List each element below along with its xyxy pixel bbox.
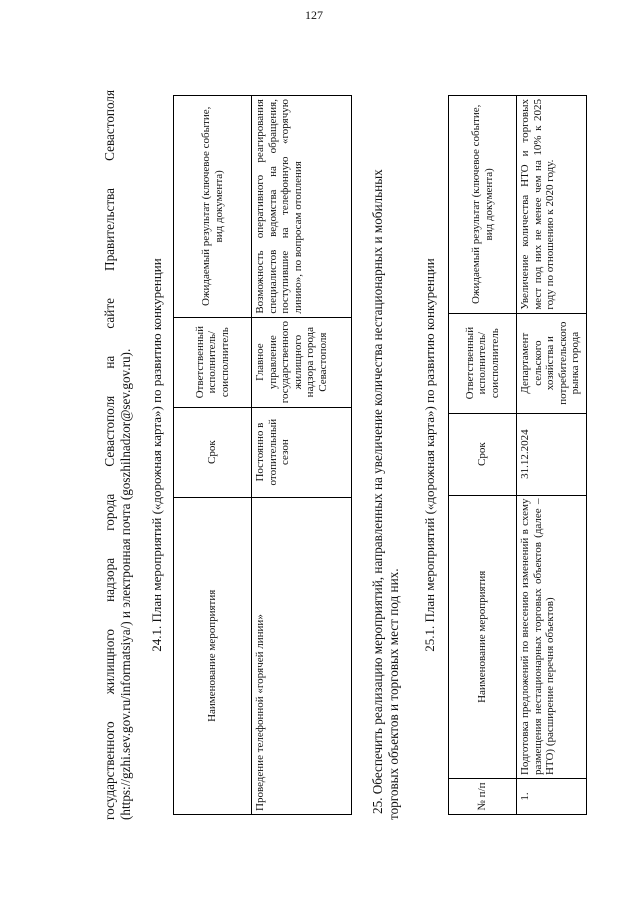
intro-line-2: (https://gzhi.sev.gov.ru/informatsiya/) и электронная почта (goszhilnadzor@sev.gov.ru). [118, 348, 133, 820]
section-25-line-1: 25. Обеспечить реализацию мероприятий, направленных на увеличение количества нестационарных и мобильных [370, 169, 385, 814]
table-25-header: Срок [449, 413, 517, 495]
table-cell: Постоянно в отопительный сезон [252, 407, 352, 497]
table-row [517, 96, 587, 815]
section-25-line-2: торговых объектов и торговых мест под них. [386, 568, 401, 820]
table-24-header: Срок [174, 407, 252, 497]
table-cell: Возможность оперативного реагирования специалистов ведомства на обращения, поступившие на телефонную «горячую линию», по вопросам отопления [252, 96, 352, 318]
table-cell: Увеличение количества НТО и торговых мест под них не менее чем на 10% к 2025 году по отношению к 2020 году. [517, 96, 587, 314]
table-cell: Департамент сельского хозяйства и потребительского рынка города [517, 313, 587, 413]
table-25-caption: 25.1. План мероприятий («дорожная карта») по развитию конкуренции [422, 258, 437, 652]
table-24-header: Наименование мероприятия [174, 497, 252, 814]
table-cell: Главное управление государственного жилищного надзора города Севастополя [252, 317, 352, 407]
table-24-header: Ожидаемый результат (ключевое событие, вид документа) [174, 96, 252, 318]
section-25-paragraph [370, 90, 402, 820]
table-cell: Подготовка предложений по внесению изменений в схему размещения нестационарных торговых объектов (далее – НТО) (расширение перечня объектов) [517, 495, 587, 779]
table-25 [448, 95, 587, 815]
table-24 [173, 95, 352, 815]
table-cell: 1. [517, 779, 587, 815]
table-cell: 31.12.2024 [517, 413, 587, 495]
intro-line-1: государственного жилищного надзора города Севастополя на сайте Правительства Севастополя [102, 89, 117, 820]
table-25-header: Ожидаемый результат (ключевое событие, вид документа) [449, 96, 517, 314]
intro-paragraph [102, 90, 134, 820]
table-25-header: № п/п [449, 779, 517, 815]
table-row [252, 96, 352, 815]
table-24-header-row [174, 96, 252, 815]
page-number: 127 [305, 8, 323, 22]
table-25-header: Наименование мероприятия [449, 495, 517, 779]
table-25-header: Ответственный исполнитель/ соисполнитель [449, 313, 517, 413]
table-25-header-row [449, 96, 517, 815]
table-24-header: Ответственный исполнитель/ соисполнитель [174, 317, 252, 407]
rotated-page-content [0, 30, 620, 870]
table-24-caption: 24.1. План мероприятий («дорожная карта») по развитию конкуренции [149, 258, 164, 652]
table-cell: Проведение телефонной «горячей линии» [252, 497, 352, 814]
